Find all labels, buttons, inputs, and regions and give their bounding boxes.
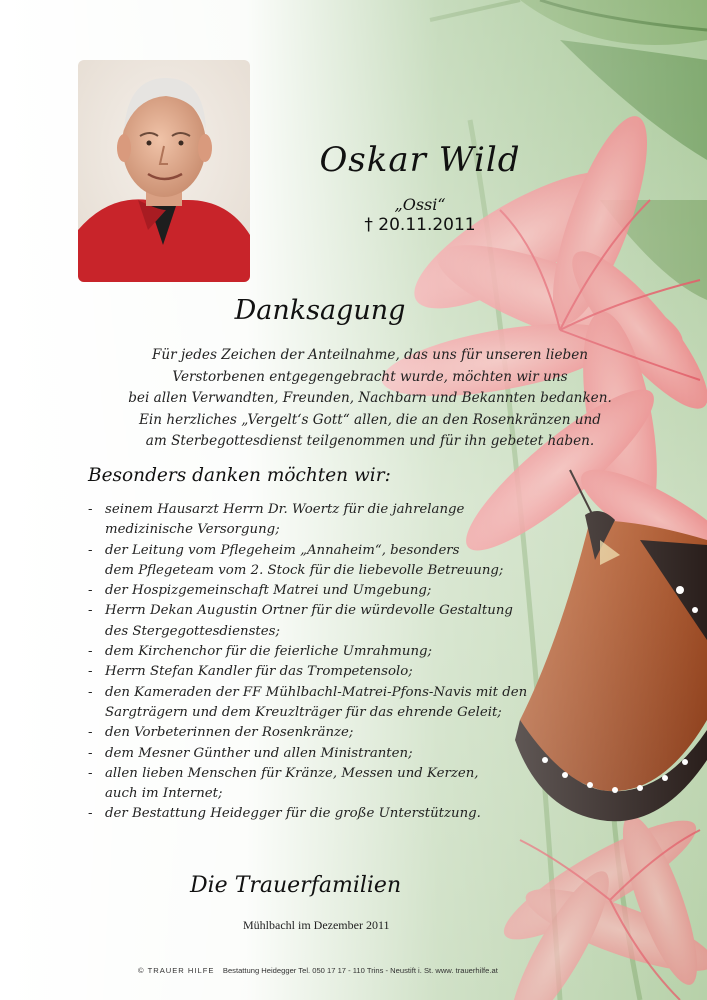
signature: Die Trauerfamilien: [190, 873, 402, 898]
list-item-line: - Herrn Dekan Augustin Ortner für die würdevolle Gestaltung: [105, 603, 513, 619]
footer: [138, 966, 698, 975]
list-item-line: - der Leitung vom Pflegeheim „Annaheim“, besonders: [105, 542, 460, 558]
list-item: [88, 683, 688, 724]
page-heading: Danksagung: [234, 295, 406, 326]
list-item-line: Sargträgern und dem Kreuzlträger für das ehrende Geleit;: [105, 704, 502, 720]
list-item-line: des Stergegottesdienstes;: [105, 623, 280, 639]
deceased-name: Oskar Wild: [319, 140, 521, 180]
list-item-line: - seinem Hausarzt Herrn Dr. Woertz für die jahrelange: [105, 502, 465, 517]
list-item: [88, 541, 688, 582]
place-date: Mühlbachl im Dezember 2011: [243, 918, 390, 932]
intro-line: Für jedes Zeichen der Anteilnahme, das uns für unseren lieben: [151, 347, 589, 363]
portrait-photo: [78, 60, 250, 282]
list-item-line: - der Bestattung Heidegger für die große Unterstützung.: [105, 806, 481, 822]
list-item: [88, 500, 688, 541]
list-item-line: auch im Internet;: [105, 786, 223, 802]
deceased-nickname: „Ossi“: [394, 195, 446, 214]
intro-line: Verstorbenen entgegengebracht wurde, möchten wir uns: [172, 368, 568, 385]
list-item: [88, 601, 688, 642]
footer-brand: © TRAUER HILFE: [138, 966, 215, 975]
list-item-line: - Herrn Stefan Kandler für das Trompetensolo;: [105, 664, 413, 680]
thanks-list: [88, 500, 688, 825]
list-item-line: - dem Mesner Günther und allen Ministranten;: [105, 745, 413, 761]
list-item: [88, 662, 688, 682]
list-item-line: dem Pflegeteam vom 2. Stock für die liebevolle Betreuung;: [105, 562, 504, 578]
footer-text: Bestattung Heidegger Tel. 050 17 17 - 110 Trins - Neustift i. St. www. trauerhilfe.at: [222, 966, 498, 975]
list-item-line: - der Hospizgemeinschaft Matrei und Umgebung;: [105, 583, 432, 599]
intro-line: am Sterbegottesdienst teilgenommen und für ihn gebetet haben.: [145, 433, 595, 449]
list-item-line: - den Kameraden der FF Mühlbachl-Matrei-Pfons-Navis mit den: [105, 684, 528, 700]
list-item-line: - allen lieben Menschen für Kränze, Messen und Kerzen,: [105, 765, 479, 781]
list-item: [88, 581, 688, 601]
intro-paragraph: [80, 345, 660, 453]
intro-line: Ein herzliches „Vergelt‘s Gott“ allen, die an den Rosenkränzen und: [139, 411, 601, 428]
intro-line: bei allen Verwandten, Freunden, Nachbarn und Bekannten bedanken.: [128, 390, 612, 406]
list-item: [88, 764, 688, 805]
list-item: [88, 642, 688, 662]
list-item: [88, 744, 688, 764]
list-item-line: - dem Kirchenchor für die feierliche Umrahmung;: [105, 644, 433, 660]
thanks-heading: Besonders danken möchten wir:: [88, 465, 391, 486]
list-item: [88, 723, 688, 743]
list-item-line: medizinische Versorgung;: [105, 522, 280, 538]
list-item: [88, 804, 688, 824]
list-item-line: - den Vorbeterinnen der Rosenkränze;: [105, 725, 354, 741]
death-date: † 20.11.2011: [364, 215, 476, 235]
